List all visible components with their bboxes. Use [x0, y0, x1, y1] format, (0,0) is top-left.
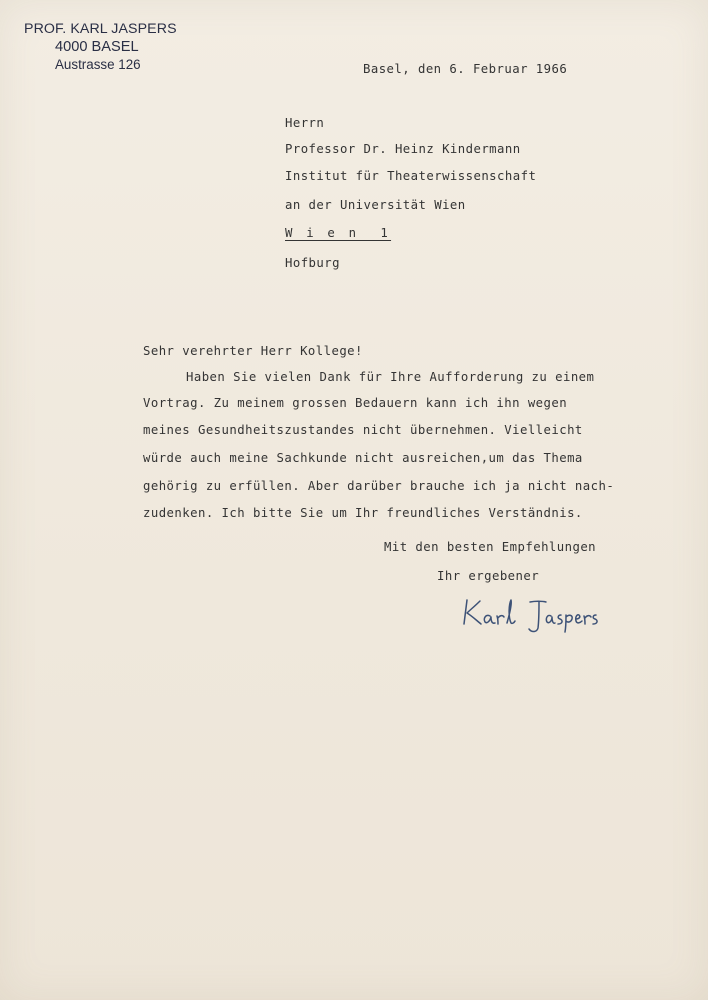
body-line: würde auch meine Sachkunde nicht ausreichen,um das Thema	[143, 451, 583, 465]
letterhead	[24, 20, 177, 74]
body-line: Vortrag. Zu meinem grossen Bedauern kann ich ihn wegen	[143, 396, 568, 410]
recipient-line: Professor Dr. Heinz Kindermann	[285, 142, 521, 156]
valediction: Ihr ergebener	[437, 569, 540, 583]
letterhead-name: PROF. KARL JASPERS	[24, 21, 177, 37]
letterhead-street: Austrasse 126	[55, 57, 141, 72]
body-line: zudenken. Ich bitte Sie um Ihr freundliches Verständnis.	[143, 506, 583, 520]
body-line: Haben Sie vielen Dank für Ihre Aufforderung zu einem	[186, 370, 595, 384]
handwritten-signature	[460, 594, 600, 634]
salutation: Sehr verehrter Herr Kollege!	[143, 344, 363, 358]
recipient-line: Hofburg	[285, 256, 340, 270]
recipient-line: an der Universität Wien	[285, 198, 466, 212]
closing-line: Mit den besten Empfehlungen	[384, 540, 597, 554]
letter-date: Basel, den 6. Februar 1966	[363, 62, 568, 76]
body-line: meines Gesundheitszustandes nicht übernehmen. Vielleicht	[143, 423, 583, 437]
recipient-line: Institut für Theaterwissenschaft	[285, 169, 537, 183]
recipient-line: Herrn	[285, 116, 325, 130]
recipient-city: W i e n 1	[285, 226, 392, 240]
signature-icon	[460, 594, 600, 634]
letterhead-city: 4000 BASEL	[55, 39, 139, 55]
body-line: gehörig zu erfüllen. Aber darüber brauche ich ja nicht nach-	[143, 479, 615, 493]
